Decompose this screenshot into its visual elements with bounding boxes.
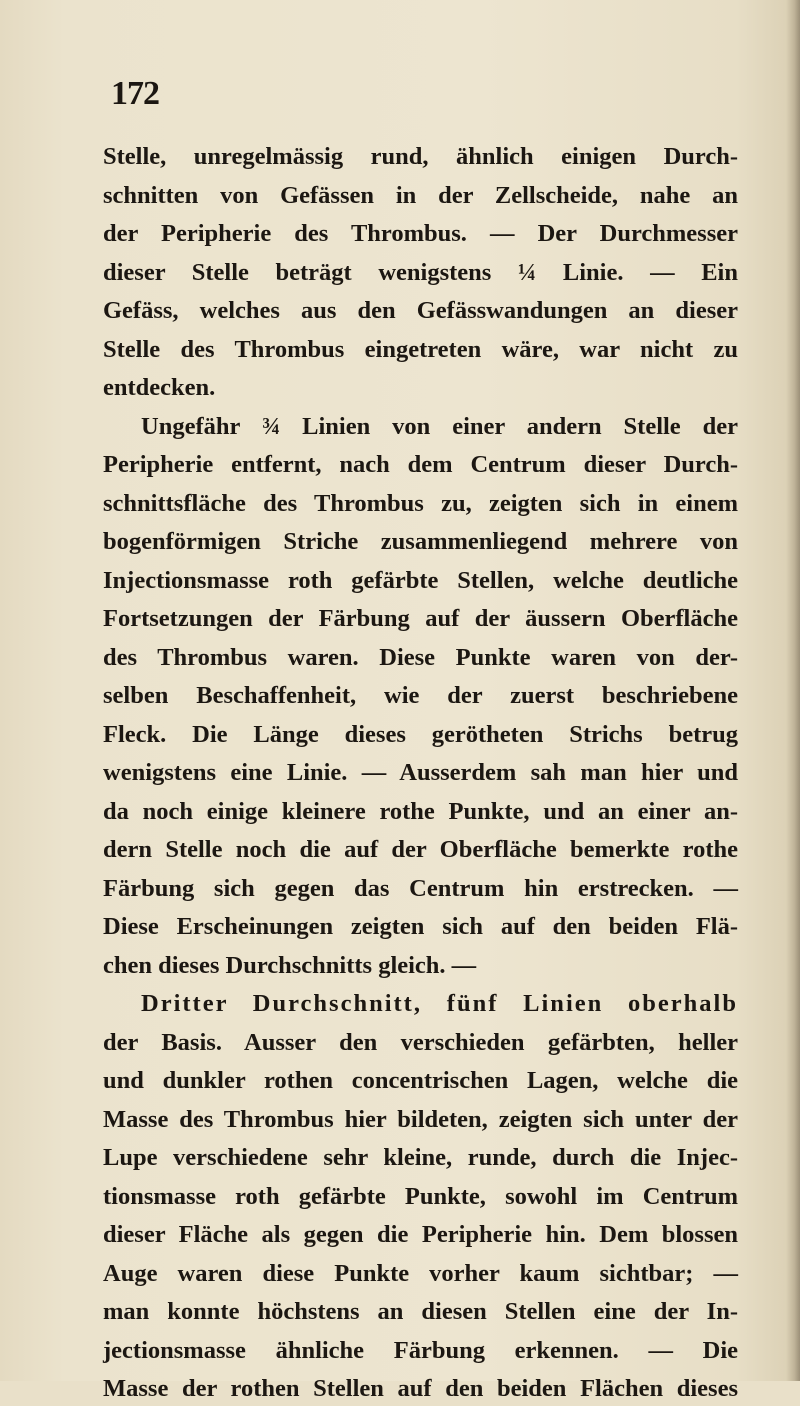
page-edge-shadow [786,0,800,1381]
text-line: dieser Stelle beträgt wenigstens ¼ Linie. — Ein [103,259,738,286]
text-line: da noch einige kleinere rothe Punkte, und an einer an- [103,798,738,825]
text-line: tionsmasse roth gefärbte Punkte, sowohl im Centrum [103,1183,738,1210]
text-line: Stelle, unregelmässig rund, ähnlich einigen Durch- [103,143,738,170]
text-line: Stelle des Thrombus eingetreten wäre, war nicht zu [103,336,738,363]
text-line: schnittsfläche des Thrombus zu, zeigten sich in einem [103,490,738,517]
text-line: dern Stelle noch die auf der Oberfläche bemerkte rothe [103,836,738,863]
text-line: Ungefähr ¾ Linien von einer andern Stelle der [141,413,738,440]
text-line: Fortsetzungen der Färbung auf der äussern Oberfläche [103,605,738,632]
text-line: Gefäss, welches aus den Gefässwandungen an dieser [103,297,738,324]
text-line: Diese Erscheinungen zeigten sich auf den beiden Flä- [103,913,738,940]
text-line: chen dieses Durchschnitts gleich. — [103,952,477,979]
text-line: schnitten von Gefässen in der Zellscheide, nahe an [103,182,738,209]
text-line: Dritter Durchschnitt, fünf Linien oberhalb [141,990,738,1017]
text-line: entdecken. [103,374,216,401]
text-line: dieser Fläche als gegen die Peripherie hin. Dem blossen [103,1221,738,1248]
text-line: bogenförmigen Striche zusammenliegend mehrere von [103,528,738,555]
text-line: man konnte höchstens an diesen Stellen eine der In- [103,1298,738,1325]
text-line: wenigstens eine Linie. — Ausserdem sah man hier und [103,759,738,786]
text-line: selben Beschaffenheit, wie der zuerst beschriebene [103,682,738,709]
text-line: Auge waren diese Punkte vorher kaum sichtbar; — [103,1260,738,1287]
text-line: Masse der rothen Stellen auf den beiden Flächen dieses [103,1375,738,1402]
text-line: der Basis. Ausser den verschieden gefärbten, heller [103,1029,738,1056]
text-line: Färbung sich gegen das Centrum hin erstrecken. — [103,875,738,902]
text-line: Fleck. Die Länge dieses gerötheten Strichs betrug [103,721,738,748]
text-line: jectionsmasse ähnliche Färbung erkennen. — Die [103,1337,738,1364]
text-line: des Thrombus waren. Diese Punkte waren von der- [103,644,738,671]
page-number: 172 [111,75,159,112]
text-line: und dunkler rothen concentrischen Lagen, welche die [103,1067,738,1094]
text-line: Injectionsmasse roth gefärbte Stellen, welche deutliche [103,567,738,594]
text-line: der Peripherie des Thrombus. — Der Durchmesser [103,220,738,247]
text-line: Peripherie entfernt, nach dem Centrum dieser Durch- [103,451,738,478]
text-line: Masse des Thrombus hier bildeten, zeigten sich unter der [103,1106,738,1133]
text-line: Lupe verschiedene sehr kleine, runde, durch die Injec- [103,1144,738,1171]
